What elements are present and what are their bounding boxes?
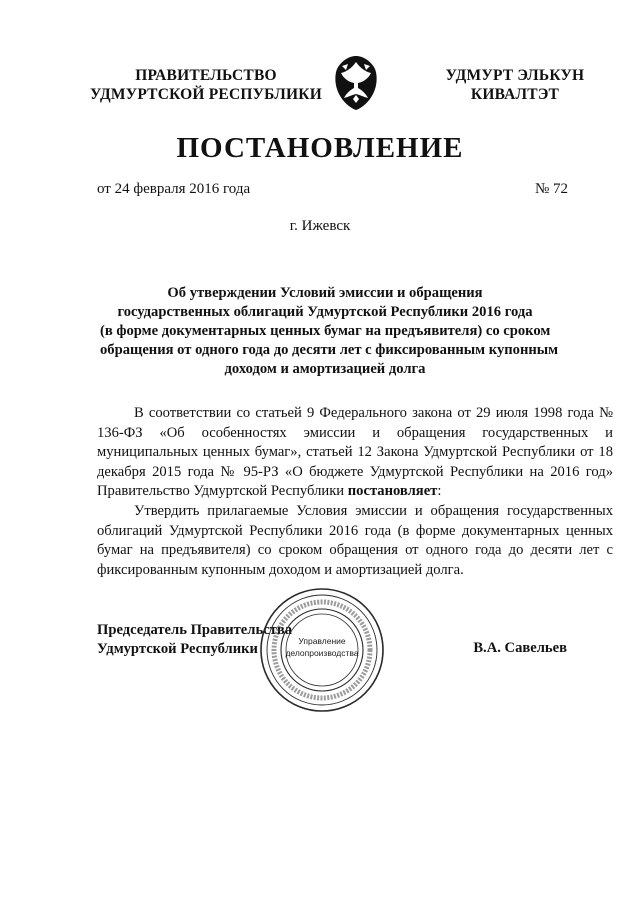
document-body: [97, 404, 613, 580]
paragraph-punctuation: :: [437, 483, 442, 500]
position-line1: Председатель Правительства: [97, 622, 293, 638]
header-left-line1: ПРАВИТЕЛЬСТВО: [135, 67, 277, 84]
subject-line: обращения от одного года до десяти лет с фиксированным купонным: [100, 342, 559, 358]
signatory-name: В.А. Савельев: [473, 640, 567, 656]
paragraph-text: В соответствии со статьей 9 Федерального закона от 29 июля 1998 года № 136-ФЗ «Об особенностях эмиссии и обращения государственных и муниципальных ценных бумаг», статьей 12 Закона Удмуртской Республики от 18 декабря 2015 года № 95-РЗ «О бюджете Удмуртской Республики на 2016 год» Правительство Удмуртской Республики: [97, 405, 613, 500]
document-number: № 72: [534, 181, 568, 197]
government-name-udmurt: [430, 66, 600, 104]
subject-line: государственных облигаций Удмуртской Республики 2016 года: [117, 304, 533, 320]
document-date: от 24 февраля 2016 года: [97, 181, 251, 197]
document-title: ПОСТАНОВЛЕНИЕ: [176, 132, 464, 164]
coat-of-arms-icon: [332, 54, 380, 112]
header-right-line1: УДМУРТ ЭЛЬКУН: [445, 67, 585, 84]
header-right-line2: КИВАЛТЭТ: [470, 86, 560, 103]
document-city: г. Ижевск: [289, 218, 351, 234]
position-line2: Удмуртской Республики: [97, 641, 258, 657]
subject-line: (в форме документарных ценных бумаг на предъявителя) со сроком: [100, 323, 551, 339]
subject-line: Об утверждении Условий эмиссии и обращения: [167, 285, 483, 301]
paragraph-bold-word: постановляет: [347, 483, 438, 500]
body-paragraph: Утвердить прилагаемые Условия эмиссии и обращения государственных облигаций Удмуртской Республики 2016 года (в форме документарных ценных бумаг на предъявителя) со сроком обращения от одного года до десяти лет с фиксированным купонным доходом и амортизацией долга.: [97, 502, 613, 578]
subject-line: доходом и амортизацией долга: [224, 361, 426, 377]
body-paragraph: [97, 404, 613, 502]
stamp-line1: Управление: [298, 636, 346, 646]
document-subject: [100, 284, 559, 379]
government-name-russian: [86, 66, 326, 104]
stamp-line2: делопроизводства: [285, 648, 359, 658]
header-left-line2: УДМУРТСКОЙ РЕСПУБЛИКИ: [90, 86, 322, 103]
official-stamp: [258, 586, 386, 714]
